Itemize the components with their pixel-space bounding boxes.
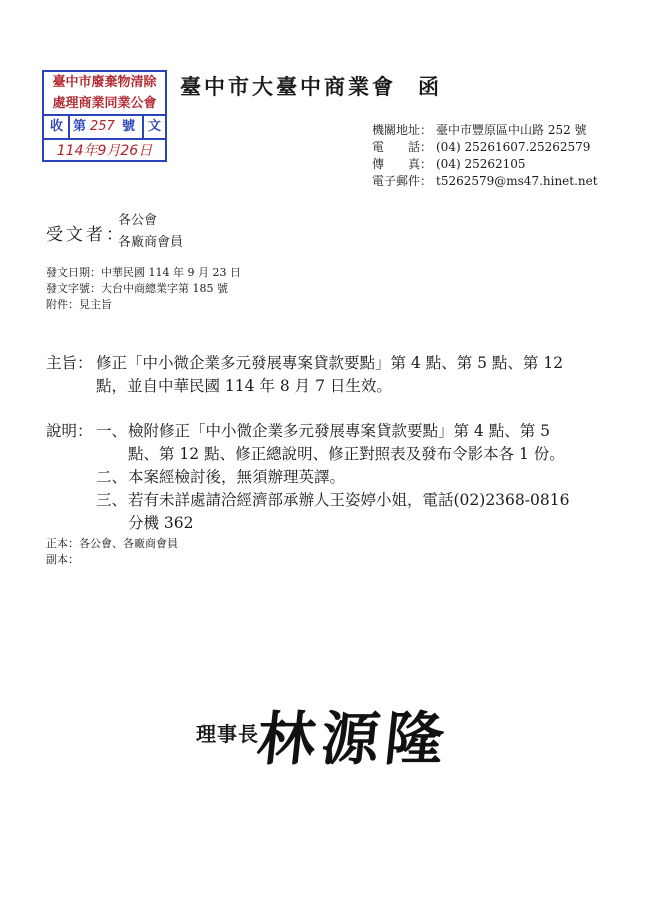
contact-label: 傳 真： xyxy=(372,157,433,171)
receipt-stamp xyxy=(42,70,167,162)
stamp-number-suffix: 號 xyxy=(122,119,136,134)
explanation-line: 檢附修正「中小微企業多元發展專案貸款要點」第 4 點、第 5 xyxy=(128,422,551,440)
contact-value: (04) 25262105 xyxy=(436,157,526,171)
contact-label: 機關地址： xyxy=(372,123,433,137)
explanation-line: 本案經檢討後，無須辦理英譯。 xyxy=(128,468,346,486)
recipient-item: 各廠商會員 xyxy=(118,235,184,250)
contact-value: 臺中市豐原區中山路 252 號 xyxy=(436,123,587,137)
subject-line: 點，並自中華民國 114 年 8 月 7 日生效。 xyxy=(96,377,392,395)
explanation-line: 若有未詳處請洽經濟部承辦人王姿婷小姐，電話(02)2368-0816 xyxy=(128,491,570,509)
stamp-org-name xyxy=(44,72,165,116)
attachment: 附件：見主旨 xyxy=(46,298,112,311)
stamp-number-row xyxy=(44,116,165,140)
explanation-line: 分機 362 xyxy=(128,514,194,532)
contact-phone xyxy=(372,139,590,156)
signature-name: 林源隆 xyxy=(253,705,454,773)
explanation-label: 說明： xyxy=(46,422,93,440)
explanation-line: 點、第 12 點、修正總說明、修正對照表及發布令影本各 1 份。 xyxy=(128,445,565,463)
explanation-num: 二、 xyxy=(96,468,128,486)
stamp-date: 114年9月26日 xyxy=(56,143,153,159)
stamp-org-line2: 處理商業同業公會 xyxy=(52,96,157,111)
doc-type: 函 xyxy=(418,74,442,99)
contact-label: 電子郵件： xyxy=(372,174,433,188)
contact-address xyxy=(372,122,587,139)
stamp-org-line1: 臺中市廢棄物清除 xyxy=(52,75,157,90)
subject-label: 主旨： xyxy=(46,354,93,372)
explanation-num: 一、 xyxy=(96,422,128,440)
contact-label: 電 話： xyxy=(372,140,433,154)
document-title xyxy=(180,71,442,101)
contact-value: t5262579@ms47.hinet.net xyxy=(436,174,598,188)
recipient-item: 各公會 xyxy=(118,213,158,228)
cc-original: 正本：各公會、各廠商會員 xyxy=(46,537,178,550)
stamp-number-prefix: 第 xyxy=(73,119,87,134)
org-title: 臺中市大臺中商業會 xyxy=(180,74,396,99)
explanation-num: 三、 xyxy=(96,491,128,509)
stamp-doc-char: 文 xyxy=(148,119,162,134)
cc-copy: 副本： xyxy=(46,553,79,566)
contact-email xyxy=(372,173,598,190)
contact-fax xyxy=(372,156,526,173)
issue-date: 發文日期：中華民國 114 年 9 月 23 日 xyxy=(46,266,241,279)
stamp-recv-char: 收 xyxy=(50,119,64,134)
issue-number: 發文字號：大台中商總業字第 185 號 xyxy=(46,282,228,295)
subject-line: 修正「中小微企業多元發展專案貸款要點」第 4 點、第 5 點、第 12 xyxy=(96,354,564,372)
recipient-label: 受文者： xyxy=(46,225,126,245)
contact-value: (04) 25261607.25262579 xyxy=(436,140,591,154)
signature-title: 理事長 xyxy=(196,722,259,746)
stamp-number-value: 257 xyxy=(90,119,115,134)
